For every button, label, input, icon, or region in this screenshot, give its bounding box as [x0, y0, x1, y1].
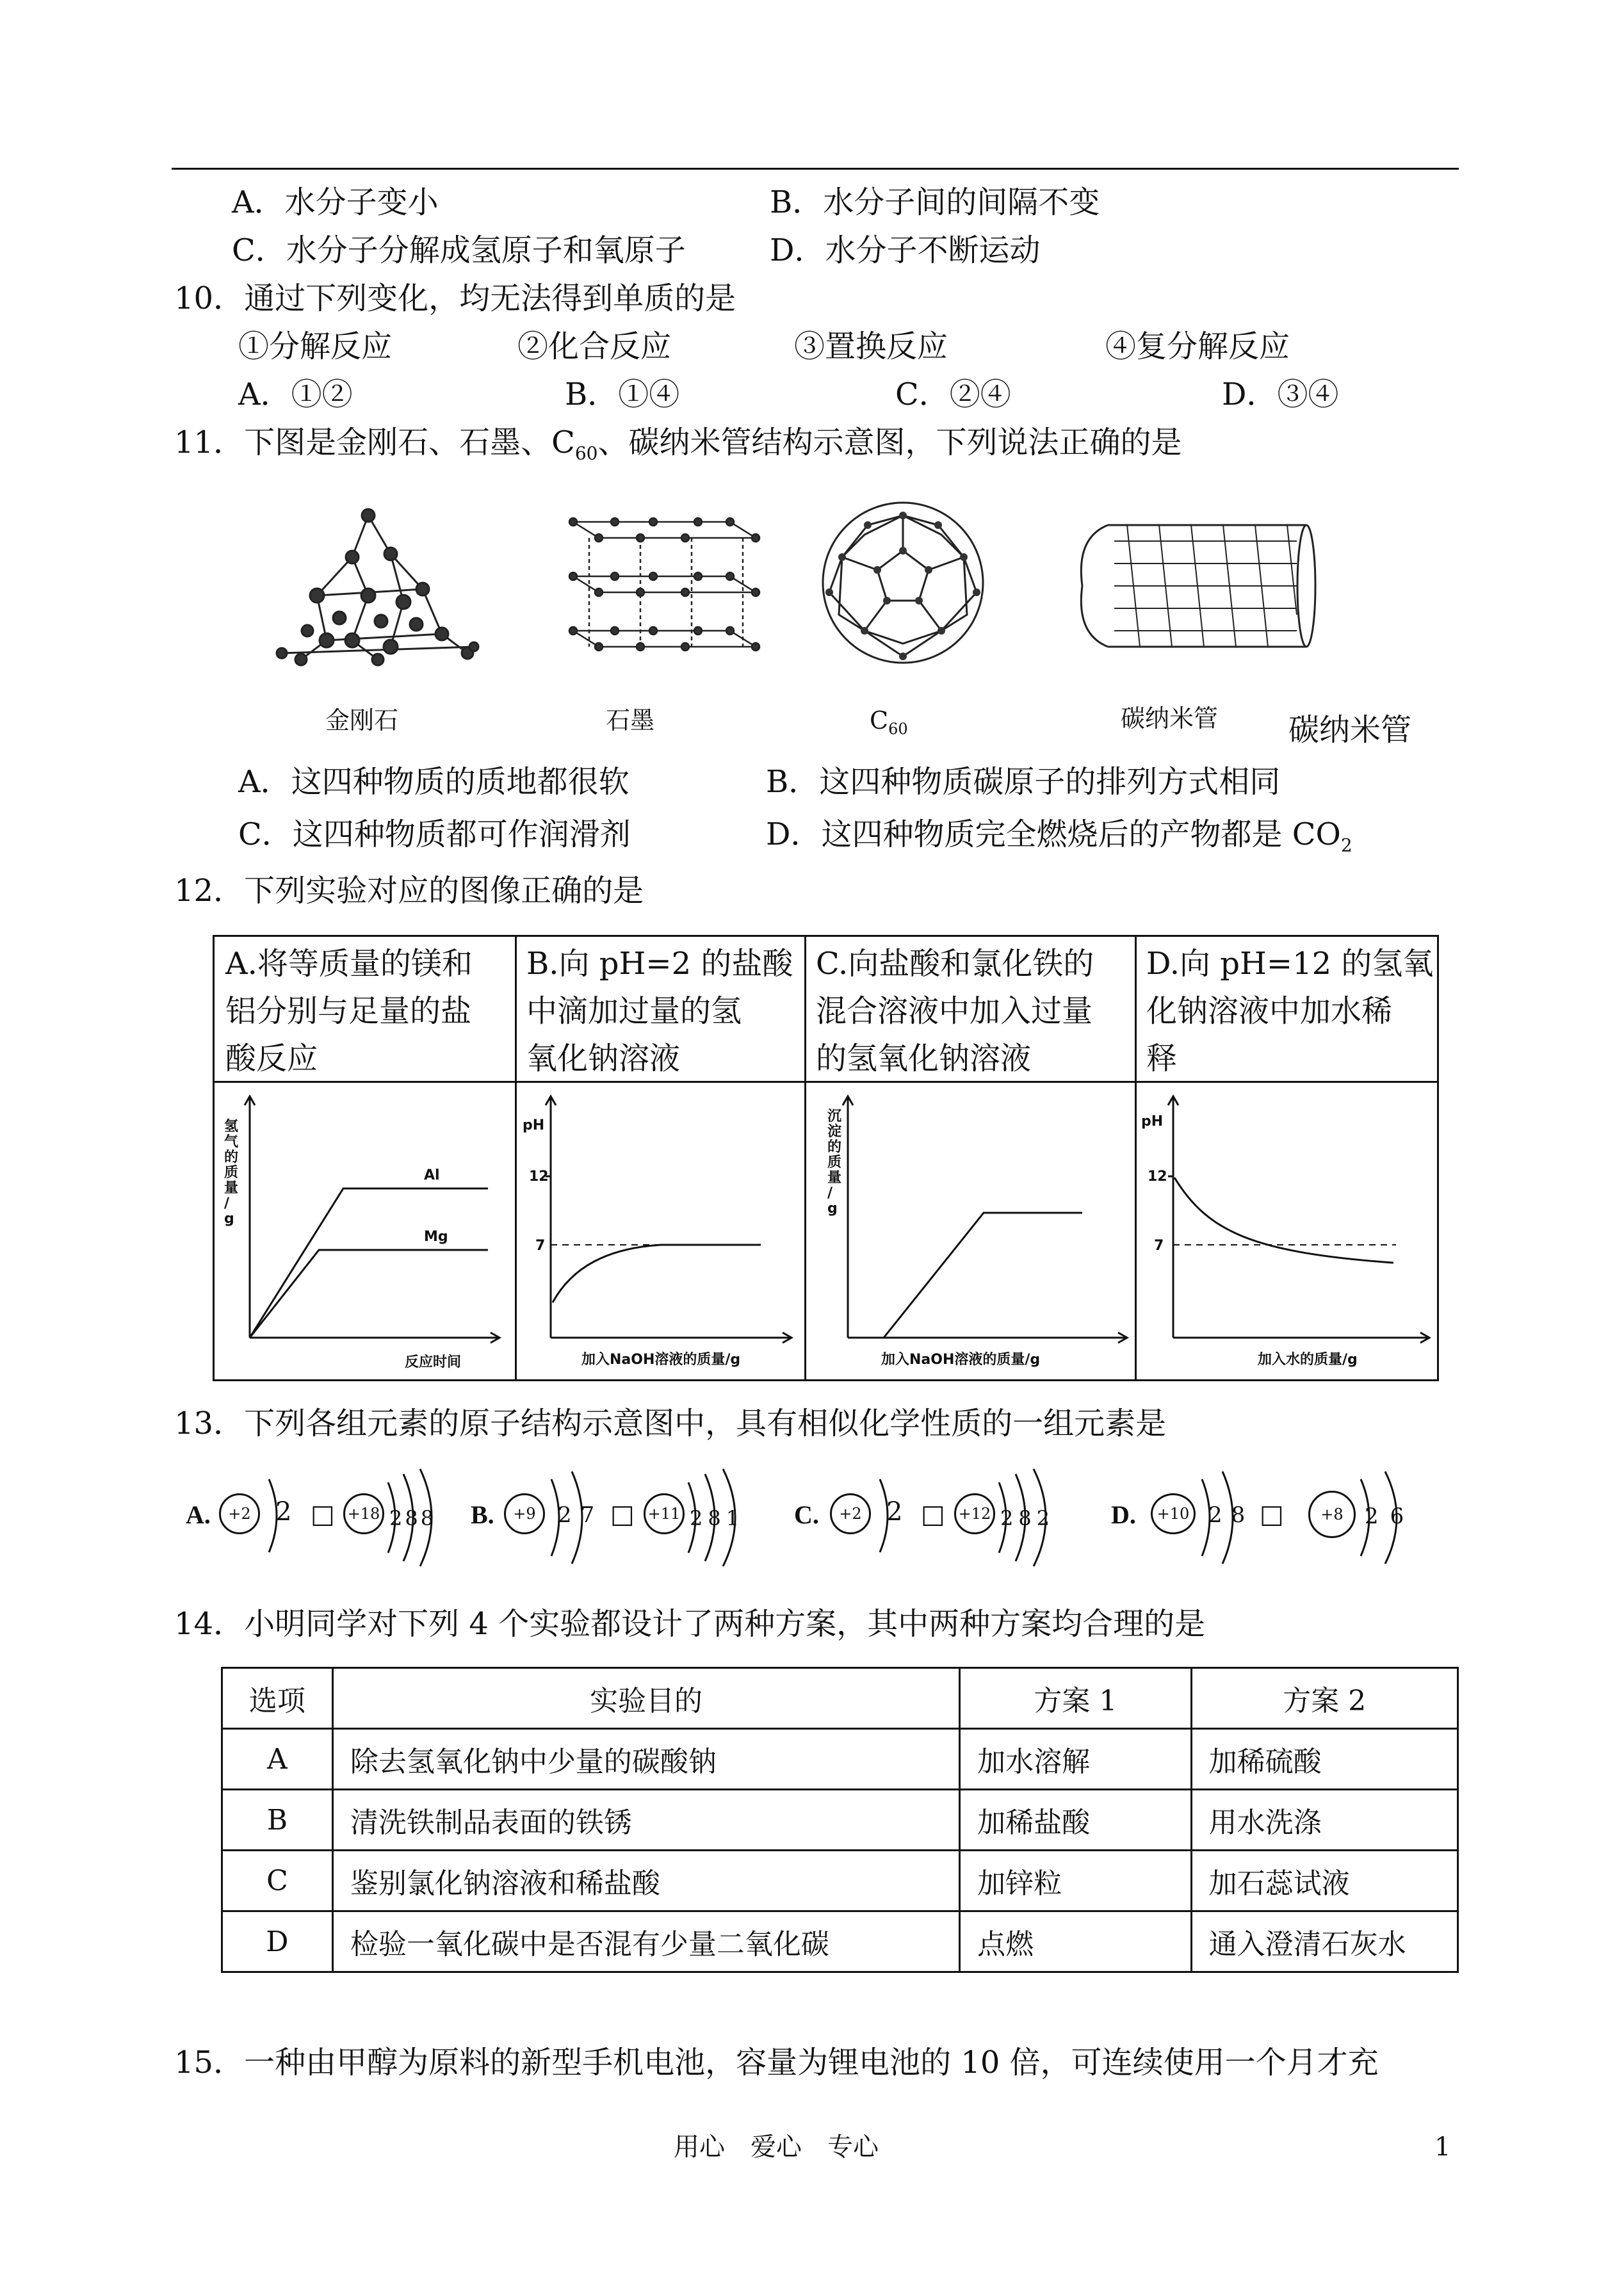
q12-stem: 12．下列实验对应的图像正确的是 — [174, 873, 644, 909]
nucleus-c1: +2 — [830, 1493, 871, 1534]
q12-graph-b — [517, 1085, 803, 1379]
graph-d-tick-12: 12 — [1148, 1169, 1167, 1185]
graph-d-tick-7: 7 — [1154, 1238, 1164, 1254]
q12-graph-a — [218, 1085, 512, 1379]
q11-option-d: D．这四种物质完全燃烧后的产物都是 $CO_2$ — [766, 816, 1352, 856]
q13-label-d: D. — [1111, 1500, 1136, 1529]
q10-option-c: C．②④ — [895, 377, 1011, 412]
graph-c-ylabel-5: 量 — [827, 1170, 842, 1186]
row-c-option: C — [222, 1851, 333, 1911]
graph-a-ylabel-5: 量 — [224, 1180, 239, 1196]
q12-graph-d — [1137, 1085, 1437, 1379]
q9-option-c: C．水分子分解成氢原子和氧原子 — [232, 232, 686, 268]
q11-option-c: C．这四种物质都可作润滑剂 — [238, 816, 631, 852]
graph-b-xlabel: 加入NaOH溶液的质量/g — [581, 1352, 741, 1368]
graph-b-tick-12: 12 — [529, 1169, 549, 1185]
carbon-structures-figure — [256, 487, 1345, 704]
row-d-plan-1: 点燃 — [960, 1911, 1191, 1972]
table-row — [222, 1729, 1458, 1790]
row-b-plan-1: 加稀盐酸 — [960, 1790, 1191, 1851]
header-rule — [172, 168, 1459, 170]
row-c-plan-2: 加石蕊试液 — [1191, 1851, 1458, 1911]
q9-option-b: B．水分子间的间隔不变 — [770, 184, 1100, 220]
graph-a-ylabel-3: 的 — [224, 1149, 239, 1165]
diamond-structure-icon — [277, 509, 478, 665]
nucleus-d1: +10 — [1151, 1493, 1196, 1534]
q13-label-b: B. — [471, 1500, 494, 1529]
q14-stem: 14．小明同学对下列 4 个实验都设计了两种方案，其中两种方案均合理的是 — [174, 1606, 1206, 1642]
q12-cell-c: C.向盐酸和氯化铁的 混合溶液中加入过量 的氢氧化钠溶液 — [816, 946, 1094, 1076]
separator-box-c: □ — [921, 1500, 945, 1529]
q15-stem: 15．一种由甲醇为原料的新型手机电池，容量为锂电池的 10 倍，可连续使用一个月才充 — [174, 2045, 1379, 2080]
ph-rise-curve — [553, 1245, 761, 1302]
separator-box-d: □ — [1260, 1500, 1284, 1529]
nucleus-a2: +18 — [343, 1493, 384, 1534]
c60-structure-icon — [823, 503, 983, 663]
q12-graph-c — [807, 1085, 1132, 1379]
caption-nanotube-large: 碳纳米管 — [1288, 712, 1412, 748]
q12-col-divider-1 — [515, 935, 517, 1381]
q12-cell-a: A.将等质量的镁和 铝分别与足量的盐 酸反应 — [225, 946, 473, 1076]
nucleus-c2: +12 — [954, 1493, 995, 1534]
row-a-plan-1: 加水溶解 — [960, 1729, 1191, 1790]
graph-c-ylabel-6: / — [827, 1185, 833, 1201]
caption-diamond: 金刚石 — [325, 706, 399, 734]
row-a-option: A — [222, 1729, 333, 1790]
q14-table — [221, 1667, 1459, 1973]
electrons-a1: 2 — [275, 1497, 292, 1527]
caption-c60: $C_{60}$ — [870, 706, 908, 738]
electrons-a2: 288 — [389, 1506, 437, 1530]
caption-nanotube: 碳纳米管 — [1121, 704, 1219, 733]
row-a-plan-2: 加稀硫酸 — [1191, 1729, 1458, 1790]
q10-item-3: ③置换反应 — [794, 328, 948, 364]
row-b-purpose: 清洗铁制品表面的铁锈 — [332, 1790, 959, 1851]
row-d-plan-2: 通入澄清石灰水 — [1191, 1911, 1458, 1972]
q12-col-divider-3 — [1135, 935, 1137, 1381]
graph-a-ylabel-4: 质 — [224, 1165, 239, 1181]
graph-a-ylabel-1: 氢 — [224, 1119, 239, 1135]
q10-item-1: ①分解反应 — [238, 328, 393, 364]
nucleus-d2: +8 — [1308, 1491, 1356, 1538]
table-row — [222, 1851, 1458, 1911]
electrons-c1: 2 — [886, 1497, 903, 1527]
graph-c-ylabel-3: 的 — [827, 1139, 842, 1155]
table-header-row — [222, 1668, 1458, 1729]
header-option: 选项 — [222, 1668, 333, 1729]
electrons-d2: 26 — [1365, 1504, 1416, 1529]
caption-graphite: 石墨 — [606, 706, 655, 734]
q13-stem: 13．下列各组元素的原子结构示意图中，具有相似化学性质的一组元素是 — [174, 1406, 1167, 1441]
graph-c-xlabel: 加入NaOH溶液的质量/g — [881, 1352, 1041, 1368]
q12-cell-d: D.向 pH=12 的氢氧 化钠溶液中加水稀 释 — [1146, 946, 1434, 1076]
q10-stem: 10．通过下列变化，均无法得到单质的是 — [174, 280, 736, 316]
row-c-purpose: 鉴别氯化钠溶液和稀盐酸 — [332, 1851, 959, 1911]
graph-a-ylabel-7: g — [224, 1211, 234, 1227]
graph-c-ylabel-4: 质 — [827, 1155, 842, 1171]
row-c-plan-1: 加锌粒 — [960, 1851, 1191, 1911]
q10-item-4: ④复分解反应 — [1105, 328, 1290, 364]
page-number: 1 — [1434, 2132, 1451, 2162]
q11-option-b: B．这四种物质碳原子的排列方式相同 — [766, 764, 1281, 800]
electrons-b2: 281 — [690, 1506, 745, 1530]
q13-option-c — [794, 1466, 1089, 1569]
q11-stem: 11．下图是金刚石、石墨、$C_{60}$、碳纳米管结构示意图，下列说法正确的是 — [174, 425, 1182, 464]
row-d-option: D — [222, 1911, 333, 1972]
table-row — [222, 1911, 1458, 1972]
graph-d-xlabel: 加入水的质量/g — [1258, 1352, 1358, 1368]
q13-label-c: C. — [794, 1500, 819, 1529]
graph-c-ylabel-2: 淀 — [827, 1124, 842, 1140]
graph-d-ylabel: pH — [1141, 1114, 1164, 1130]
q13-option-d — [1111, 1466, 1444, 1569]
nucleus-b1: +9 — [504, 1493, 545, 1534]
graph-a-mg-label: Mg — [424, 1229, 448, 1245]
graph-b-ylabel: pH — [523, 1117, 545, 1133]
header-purpose: 实验目的 — [332, 1668, 959, 1729]
q9-option-a: A．水分子变小 — [232, 184, 439, 220]
q10-option-a: A．①② — [238, 377, 353, 412]
q10-item-2: ②化合反应 — [517, 328, 672, 364]
nanotube-structure-icon — [1081, 525, 1315, 647]
row-a-purpose: 除去氢氧化钠中少量的碳酸钠 — [332, 1729, 959, 1790]
ph-dilution-curve — [1174, 1178, 1393, 1263]
q9-option-d: D．水分子不断运动 — [770, 232, 1041, 268]
q13-option-b — [471, 1466, 778, 1569]
electrons-d1: 28 — [1208, 1502, 1255, 1528]
graph-c-ylabel-7: g — [827, 1201, 838, 1217]
nucleus-b2: +11 — [644, 1493, 685, 1534]
row-d-purpose: 检验一氧化碳中是否混有少量二氧化碳 — [332, 1911, 959, 1972]
row-b-plan-2: 用水洗涤 — [1191, 1790, 1458, 1851]
q10-option-b: B．①④ — [565, 377, 680, 412]
q13-option-a — [186, 1466, 455, 1569]
graphite-structure-icon — [569, 518, 759, 651]
al-line — [250, 1188, 488, 1338]
table-row — [222, 1790, 1458, 1851]
precipitate-line — [884, 1213, 1082, 1338]
nucleus-a1: +2 — [219, 1493, 260, 1534]
separator-box-a: □ — [311, 1500, 335, 1529]
graph-b-tick-7: 7 — [535, 1238, 546, 1254]
graph-a-ylabel-6: / — [224, 1196, 230, 1212]
q12-cell-b: B.向 pH=2 的盐酸 中滴加过量的氢 氧化钠溶液 — [526, 946, 793, 1076]
electrons-b1: 27 — [558, 1502, 604, 1528]
row-b-option: B — [222, 1790, 333, 1851]
q12-col-divider-2 — [804, 935, 806, 1381]
q10-option-d: D．③④ — [1222, 377, 1339, 412]
graph-a-xlabel: 反应时间 — [405, 1354, 462, 1370]
separator-box-b: □ — [610, 1500, 635, 1529]
q11-option-a: A．这四种物质的质地都很软 — [238, 764, 629, 800]
header-plan-1: 方案 1 — [960, 1668, 1191, 1729]
graph-c-ylabel-1: 沉 — [827, 1108, 842, 1124]
mg-line — [250, 1250, 488, 1338]
header-plan-2: 方案 2 — [1191, 1668, 1458, 1729]
q13-label-a: A. — [186, 1500, 211, 1529]
footer-motto: 用心 爱心 专心 — [674, 2132, 879, 2162]
electrons-c2: 282 — [1000, 1506, 1055, 1530]
graph-a-ylabel-2: 气 — [224, 1134, 239, 1150]
graph-a-al-label: Al — [424, 1167, 440, 1183]
